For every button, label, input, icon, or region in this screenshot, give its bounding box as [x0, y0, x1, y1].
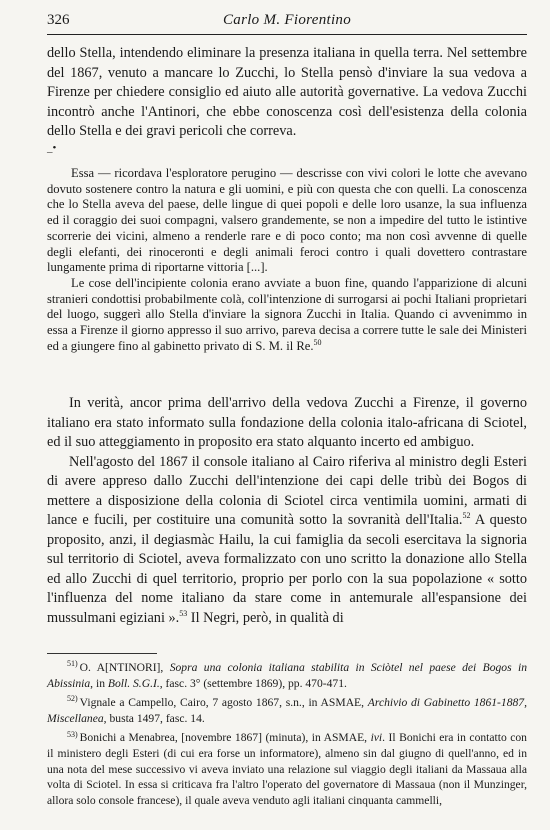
paragraph: [47, 453, 527, 629]
footnotes: [47, 660, 527, 808]
footnote-ibid: ivi: [370, 731, 383, 745]
footnote-text: O. A[NTINORI],: [79, 661, 170, 674]
footnote-ref: 53: [179, 608, 188, 618]
footnote-text: , fasc. 3° (settembre 1869), pp. 470-471.: [159, 676, 347, 690]
quote-paragraph: [47, 276, 527, 355]
page-number: 326: [47, 12, 70, 28]
paragraph-text: A questo proposito, anzi, il degiasmàc Hailu, la cui famiglia da secoli esercitava la signoria sul territorio di Sciotel, aveva formalizzato con uno scritto la donazione allo Stella ed allo Zucchi di quel territorio, proprio per porlo con la sua popolazione « sotto l'influenza del nome italiano da stare come in antemurale all'espansione dei mussulmani egiziani ».: [47, 512, 527, 626]
footnote-ref: 52: [462, 511, 471, 521]
footnote-number: 52): [67, 694, 78, 704]
footnote-journal: Boll. S.G.I.: [107, 676, 160, 690]
footnote-text: , in: [90, 676, 108, 690]
running-head: Carlo M. Fiorentino: [222, 12, 352, 28]
paragraph: dello Stella, intendendo eliminare la presenza italiana in quella terra. Nel settembre del 1867, venuto a mancare lo Zucchi, lo Stella pensò d'inviare la sua vedova a Firenze per chiedere consiglio ed aiuto alle autorità governative. La vedova Zucchi incontrò anche l'Antinori, che ebbe conoscenza così dell'esistenza della colonia dello Stella e dei gravi pericoli che correva.: [47, 45, 527, 140]
footnote-text: . Il Bonichi era in contatto con il ministero degli Esteri (di cui era forse un informatore), almeno sin dal giugno di quell'anno, ed in una nota del mese successivo vi aveva inviato una relazione sul viaggio degli italiani da Massaua alla volta di Sciotel. In essa si criticava fra l'altro l'operato del governatore di Massaua (non il Munzinger, allora solo console francese), il quale aveva venduto agli italiani cinquanta cammelli,: [47, 731, 527, 807]
paragraph: In verità, ancor prima dell'arrivo della vedova Zucchi a Firenze, il governo italiano era stato informato sulla fondazione della colonia italo-africana di Sciotel, ed il suo atteggiamento in proposito era stato alquanto incerto ed ambiguo.: [47, 395, 527, 450]
body-text-bottom: [47, 394, 527, 628]
footnote-archive: Archivio di Gabinetto 1861-1887, Miscellanea: [47, 696, 527, 725]
paragraph-text: Nell'agosto del 1867 il console italiano al Cairo riferiva al ministro degli Esteri di avere appreso dallo Zucchi dell'intenzione dei capi delle tribù dei Bogos di mettere a disposizione della colonia di Sciotel circa ventimila uomini, armati di lance e fucili, per costituire una comunità sotto la sovranità dell'Italia.: [47, 453, 527, 528]
margin-mark: _•: [47, 141, 57, 154]
footnote-ref: 50: [313, 337, 322, 347]
footnote: [47, 695, 527, 726]
quote-paragraph: Essa — ricordava l'esploratore perugino — descrisse con vivi colori le lotte che avevano dovuto sostenere contro la natura e gli uomini, e più con questa che con quelli. La conoscenza che lo Stella aveva del paese, delle lingue di quei popoli e delle loro usanze, la sua influenza ed il coraggio dei suoi compagni, valsero grandemente, se non a impedire del tutto le istintive scorrerie dei vicini, almeno a renderle rare e di poco conto; ma non così avvenne di quelle degli elefanti, dei rinoceronti e degli animali feroci contro i quali dovettero contrastare lungamente prima di riportarne vittoria [...].: [47, 166, 527, 275]
footnote-divider: [47, 653, 157, 654]
footnote: [47, 660, 527, 691]
footnote-title: Sopra una colonia italiana stabilita in Sciòtel nel paese dei Bogos in Abissinia: [47, 661, 528, 690]
footnote-text: Vignale a Campello, Cairo, 7 agosto 1867, s.n., in ASMAE,: [79, 696, 368, 710]
footnote: [47, 730, 527, 808]
block-quote: [47, 166, 527, 354]
paragraph-text: Il Negri, però, in qualità di: [187, 609, 344, 626]
body-text-top: [47, 44, 527, 154]
footnote-text: Bonichi a Menabrea, [novembre 1867] (minuta), in ASMAE,: [79, 731, 371, 745]
page-header: [47, 10, 527, 35]
footnote-text: , busta 1497, fasc. 14.: [103, 711, 205, 725]
footnote-number: 53): [67, 729, 78, 739]
footnote-number: 51): [67, 659, 78, 669]
quote-text: Le cose dell'incipiente colonia erano avviate a buon fine, quando l'apparizione di alcuni stranieri condottisi probabilmente colà, coll'intenzione di surrogarsi ai pochi Italiani proprietari del luogo, suggerì allo Stella d'inviare la signora Zucchi in Italia. Quando ci avvenimmo in essa a Firenze il giorno appresso il suo arrivo, pareva decisa a correre tutte le sale dei Ministeri ed a giungere fino al gabinetto privato di S. M. il Re.: [47, 275, 527, 353]
